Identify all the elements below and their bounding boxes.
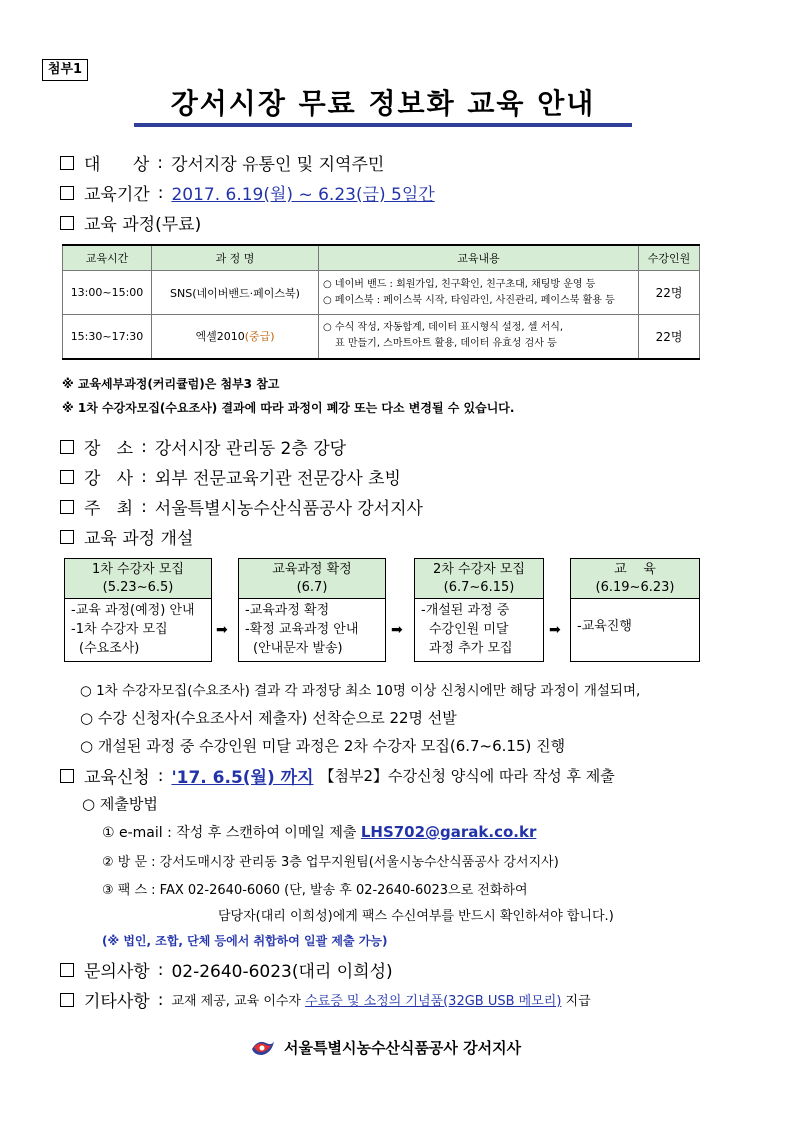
period-value: 2017. 6.19(월) ~ 6.23(금) 5일간 [171,185,435,205]
company-logo-icon [250,1035,276,1059]
table-header: 과 정 명 [152,245,319,271]
inquiry-label: 문의사항 [84,962,150,982]
checkbox-icon [60,216,74,230]
checkbox-icon [60,156,74,170]
note-change: ※ 1차 수강자모집(수요조사) 결과에 따라 과정이 폐강 또는 다소 변경될 수 있습니다. [62,401,515,415]
etc-highlight: 수료증 및 소정의 기념품(32GB USB 메모리) [305,994,562,1009]
table-cell-name: 엑셀2010(중급) [152,315,319,359]
flow-step: 교 육 (6.19~6.23) -교육진행 [570,558,700,662]
attachment-label: 첨부1 [42,59,88,81]
apply-attach: 【첨부2】 [319,767,389,785]
host-row: 주 최 : 서울특별시농수산식품공사 강서지사 [60,494,423,519]
apply-rest: 수강신청 양식에 따라 작성 후 제출 [388,767,615,785]
inquiry-row: 문의사항 : 02-2640-6023(대리 이희성) [60,957,393,982]
table-header: 교육시간 [63,245,152,271]
flow-step-date: (5.23~6.5) [102,580,174,595]
table-cell-count: 22명 [639,315,700,359]
apply-date: '17. 6.5(월) 까지 [171,768,314,788]
email-link[interactable]: LHS702@garak.co.kr [360,823,537,841]
place-label: 장 소 [84,439,134,459]
open-heading-row [60,524,193,549]
etc-row: 기타사항 : 교재 제공, 교육 이수자 수료증 및 소정의 기념품(32GB USB 메모리) 지급 [60,987,591,1012]
table-cell-count: 22명 [639,271,700,315]
checkbox-icon [60,963,74,977]
table-cell-content: ○ 수식 작성, 자동합계, 데이터 표시형식 설정, 셀 서식, 표 만들기, 스마트아트 활용, 데이터 유효성 검사 등 [319,315,639,359]
table-cell-content: ○ 네이버 밴드 : 회원가입, 친구확인, 친구초대, 채팅방 운영 등 ○ 페이스북 : 페이스북 시작, 타임라인, 사진관리, 페이스북 활용 등 [319,271,639,315]
course-heading: 교육 과정(무료) [84,215,202,235]
host-value: 서울특별시농수산식품공사 강서지사 [154,499,423,519]
place-row: 장 소 : 강서시장 관리동 2층 강당 [60,434,346,459]
flow-step-title: 1차 수강자 모집 [92,562,184,577]
flow-step-title: 2차 수강자 모집 [433,562,525,577]
target-label: 대 상 [84,155,150,175]
footer-org: 서울특별시농수산식품공사 강서지사 [284,1038,522,1057]
table-cell-name: SNS(네이버밴드·페이스북) [152,271,319,315]
flow-step-date: (6.7~6.15) [443,580,515,595]
inquiry-value: 02-2640-6023(대리 이희성) [171,962,393,982]
place-value: 강서시장 관리동 2층 강당 [154,439,347,459]
title-underline [134,123,632,127]
flow-step: 교육과정 확정 (6.7) -교육과정 확정 -확정 교육과정 안내 (안내문자 발송) [238,558,386,662]
checkbox-icon [60,470,74,484]
open-bullet: ○ 수강 신청자(수요조사서 제출자) 선착순으로 22명 선발 [80,709,457,727]
arrow-right-icon: ➡ [549,622,561,638]
submit-fax: ③ 팩 스 : FAX 02-2640-6060 (단, 발송 후 02-2640-6023으로 전화하여 [102,883,528,898]
flow-step: 2차 수강자 모집 (6.7~6.15) -개설된 과정 중 수강인원 미달 과정 추가 모집 [414,558,544,662]
target-value: 강서지장 유통인 및 지역주민 [171,155,385,175]
apply-label: 교육신청 [84,768,150,788]
table-header: 수강인원 [639,245,700,271]
etc-prefix: 교재 제공, 교육 이수자 [171,994,306,1009]
table-cell-time: 15:30~17:30 [63,315,152,359]
flow-step: 1차 수강자 모집 (5.23~6.5) -교육 과정(예정) 안내 -1차 수강자 모집 (수요조사) [64,558,212,662]
footer [250,1035,521,1059]
table-header: 교육내용 [319,245,639,271]
host-label: 주 최 [84,499,134,519]
period-label: 교육기간 [84,185,150,205]
arrow-right-icon: ➡ [391,622,403,638]
apply-row: 교육신청 : '17. 6.5(월) 까지 【첨부2】 수강신청 양식에 따라 작성 후 제출 [60,763,615,788]
course-table [62,244,700,360]
submit-visit: ② 방 문 : 강서도매시장 관리동 3층 업무지원팀(서울시농수산식품공사 강서지사) [102,855,559,870]
level-badge: (중급) [244,330,275,344]
page-title: 강서시장 무료 정보화 교육 안내 [170,87,596,120]
etc-label: 기타사항 [84,992,150,1012]
flow-step-date: (6.7) [296,580,328,595]
flow-step-title: 교 육 [614,562,656,577]
lecturer-value: 외부 전문교육기관 전문강사 초빙 [154,469,401,489]
flow-step-title: 교육과정 확정 [272,562,352,577]
submit-note: (※ 법인, 조합, 단체 등에서 취합하여 일괄 제출 가능) [102,934,388,948]
table-cell-time: 13:00~15:00 [63,271,152,315]
checkbox-icon [60,993,74,1007]
checkbox-icon [60,440,74,454]
open-bullet: ○ 1차 수강자모집(수요조사) 결과 각 과정당 최소 10명 이상 신청시에만 해당 과정이 개설되며, [80,683,641,699]
lecturer-row: 강 사 : 외부 전문교육기관 전문강사 초빙 [60,464,401,489]
checkbox-icon [60,500,74,514]
target-row: 대 상 : 강서지장 유통인 및 지역주민 [60,150,384,175]
arrow-right-icon: ➡ [216,622,228,638]
submit-fax-note: 담당자(대리 이희성)에게 팩스 수신여부를 반드시 확인하셔야 합니다.) [218,909,614,924]
table-header-row [63,245,700,271]
checkbox-icon [60,530,74,544]
open-heading: 교육 과정 개설 [84,529,194,549]
note-curriculum: ※ 교육세부과정(커리큘럼)은 첨부3 참고 [62,377,280,391]
open-bullet: ○ 개설된 과정 중 수강인원 미달 과정은 2차 수강자 모집(6.7~6.15) 진행 [80,737,566,755]
submit-heading: ○ 제출방법 [82,795,158,813]
flow-step-date: (6.19~6.23) [595,580,675,595]
etc-suffix: 지급 [561,994,591,1009]
checkbox-icon [60,769,74,783]
period-row: 교육기간 : 2017. 6.19(월) ~ 6.23(금) 5일간 [60,180,435,205]
course-heading-row [60,210,201,235]
checkbox-icon [60,186,74,200]
lecturer-label: 강 사 [84,469,134,489]
table-row [63,315,700,359]
submit-email: ① e-mail : 작성 후 스캔하여 이메일 제출 LHS702@garak.co.kr [102,823,537,841]
table-row [63,271,700,315]
